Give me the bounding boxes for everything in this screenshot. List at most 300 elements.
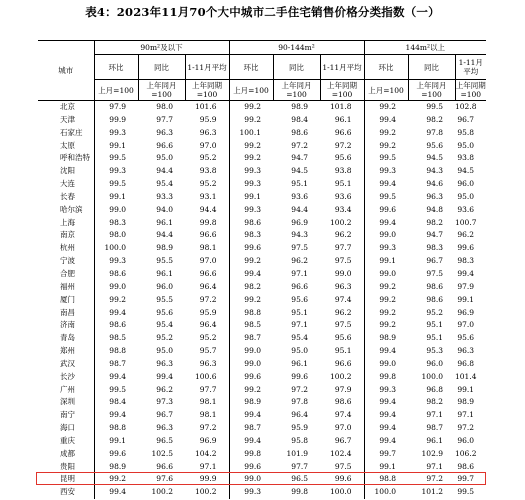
index-value-cell: 99.4 xyxy=(379,397,397,407)
city-cell: 合肥 xyxy=(38,268,94,281)
index-value-cell: 97.8 xyxy=(426,127,444,137)
index-value-cell: 95.2 xyxy=(426,307,444,317)
index-value-cell: 99.6 xyxy=(291,371,308,381)
index-value-cell: 100.0 xyxy=(320,486,364,499)
index-value-cell: 106.2 xyxy=(455,448,477,458)
table-row xyxy=(38,448,486,461)
index-value-cell: 94.4 xyxy=(156,166,173,176)
index-value-cell: 97.2 xyxy=(320,140,364,153)
index-value-cell: 96.3 xyxy=(457,346,475,356)
index-value-cell: 96.2 xyxy=(291,256,308,266)
index-value-cell: 96.6 xyxy=(156,140,173,150)
index-value-cell: 100.2 xyxy=(320,217,364,230)
index-value-cell: 98.8 xyxy=(109,423,126,433)
index-value-cell: 99.7 xyxy=(379,448,397,458)
index-value-cell: 95.8 xyxy=(457,127,475,137)
index-value-cell: 97.0 xyxy=(320,422,364,435)
index-value-cell: 98.6 xyxy=(426,294,444,304)
index-value-cell: 98.4 xyxy=(109,397,126,407)
table-row xyxy=(38,152,486,165)
index-value-cell: 98.6 xyxy=(457,461,475,471)
index-value-cell: 96.2 xyxy=(320,307,364,320)
index-value-cell: 99.1 xyxy=(109,435,126,445)
index-value-cell: 96.4 xyxy=(185,281,229,294)
index-value-cell: 96.1 xyxy=(320,114,364,127)
index-value-cell: 98.9 xyxy=(109,461,126,471)
index-value-cell: 95.2 xyxy=(185,332,229,345)
index-value-cell: 100.2 xyxy=(320,371,364,384)
base-header-avg: 上年同期=100 xyxy=(185,80,229,101)
index-value-cell: 95.6 xyxy=(320,332,364,345)
index-value-cell: 99.0 xyxy=(244,358,261,368)
index-value-cell: 99.2 xyxy=(109,294,126,304)
city-cell: 福州 xyxy=(38,281,94,294)
base-header-mom: 上月=100 xyxy=(229,80,273,101)
index-value-cell: 96.3 xyxy=(185,358,229,371)
index-value-cell: 98.8 xyxy=(109,346,126,356)
table-row xyxy=(38,127,486,140)
index-value-cell: 99.9 xyxy=(185,473,229,486)
index-value-cell: 97.5 xyxy=(320,461,364,474)
index-value-cell: 99.0 xyxy=(379,268,397,278)
index-value-cell: 93.8 xyxy=(185,165,229,178)
index-value-cell: 100.2 xyxy=(185,486,229,499)
index-value-cell: 98.1 xyxy=(185,396,229,409)
index-value-cell: 95.0 xyxy=(457,140,475,150)
index-value-cell: 98.2 xyxy=(426,217,444,227)
index-value-cell: 93.8 xyxy=(320,165,364,178)
table-row xyxy=(38,242,486,255)
index-value-cell: 99.5 xyxy=(379,191,397,201)
index-value-cell: 96.8 xyxy=(426,384,444,394)
table-row xyxy=(38,101,486,114)
index-value-cell: 98.9 xyxy=(457,397,475,407)
index-value-cell: 98.8 xyxy=(379,474,397,484)
index-value-cell: 99.4 xyxy=(244,268,261,278)
index-value-cell: 93.6 xyxy=(291,191,308,201)
index-value-cell: 94.4 xyxy=(291,204,308,214)
index-value-cell: 95.4 xyxy=(156,179,173,189)
city-cell: 济南 xyxy=(38,319,94,332)
index-value-cell: 95.1 xyxy=(320,345,364,358)
index-value-cell: 96.9 xyxy=(457,307,475,317)
index-value-cell: 99.2 xyxy=(244,153,261,163)
table-row xyxy=(38,435,486,448)
city-cell: 郑州 xyxy=(38,345,94,358)
index-value-cell: 95.1 xyxy=(320,178,364,191)
index-value-cell: 95.8 xyxy=(291,435,308,445)
index-value-cell: 93.1 xyxy=(185,191,229,204)
index-value-cell: 95.7 xyxy=(185,345,229,358)
index-value-cell: 93.4 xyxy=(320,204,364,217)
index-value-cell: 99.4 xyxy=(379,423,397,433)
index-value-cell: 99.2 xyxy=(379,320,397,330)
index-value-cell: 99.5 xyxy=(379,153,397,163)
index-value-cell: 98.5 xyxy=(109,333,126,343)
index-value-cell: 95.5 xyxy=(156,256,173,266)
index-value-cell: 99.4 xyxy=(109,487,126,497)
index-value-cell: 99.2 xyxy=(244,102,261,111)
index-value-cell: 96.6 xyxy=(320,358,364,371)
index-value-cell: 97.2 xyxy=(185,422,229,435)
index-value-cell: 98.9 xyxy=(291,102,308,111)
index-value-cell: 98.2 xyxy=(426,397,444,407)
index-value-cell: 99.6 xyxy=(320,473,364,486)
sub-header-avg: 1-11月平均 xyxy=(320,55,364,80)
index-value-cell: 98.8 xyxy=(244,307,261,317)
index-value-cell: 94.4 xyxy=(185,204,229,217)
index-value-cell: 99.3 xyxy=(244,204,261,214)
index-value-cell: 93.6 xyxy=(457,204,475,214)
index-value-cell: 97.5 xyxy=(320,319,364,332)
index-value-cell: 99.2 xyxy=(379,102,397,111)
index-value-cell: 97.8 xyxy=(291,397,308,407)
base-header-yoy: 上年同月=100 xyxy=(138,80,185,101)
table-row xyxy=(38,319,486,332)
base-header-avg: 上年同期=100 xyxy=(455,81,486,99)
index-value-cell: 99.0 xyxy=(379,358,397,368)
city-cell: 太原 xyxy=(38,140,94,153)
table-row xyxy=(38,217,486,230)
index-value-cell: 97.2 xyxy=(291,140,308,150)
index-value-cell: 102.5 xyxy=(151,448,173,458)
index-value-cell: 96.6 xyxy=(185,229,229,242)
index-value-cell: 95.0 xyxy=(291,346,308,356)
city-cell: 广州 xyxy=(38,384,94,397)
sub-header-avg: 1-11月平均 xyxy=(455,55,486,80)
city-cell: 呼和浩特 xyxy=(38,152,94,165)
index-value-cell: 104.2 xyxy=(185,448,229,461)
index-value-cell: 94.0 xyxy=(156,204,173,214)
index-value-cell: 96.5 xyxy=(291,474,308,484)
group-header-large: 144m²以上 xyxy=(364,41,486,55)
table-row xyxy=(38,255,486,268)
index-value-cell: 99.4 xyxy=(109,307,126,317)
city-cell: 南京 xyxy=(38,229,94,242)
index-value-cell: 97.5 xyxy=(320,255,364,268)
index-value-cell: 99.1 xyxy=(379,461,397,471)
index-value-cell: 95.6 xyxy=(426,140,444,150)
index-value-cell: 97.9 xyxy=(109,102,126,111)
index-value-cell: 102.4 xyxy=(320,448,364,461)
index-value-cell: 98.2 xyxy=(426,114,444,124)
table-row xyxy=(38,204,486,217)
city-cell: 成都 xyxy=(38,448,94,461)
index-value-cell: 99.1 xyxy=(457,294,475,304)
index-value-cell: 98.7 xyxy=(109,358,126,368)
index-value-cell: 97.3 xyxy=(156,397,173,407)
index-value-cell: 98.5 xyxy=(244,320,261,330)
index-value-cell: 95.0 xyxy=(156,153,173,163)
index-value-cell: 97.4 xyxy=(320,409,364,422)
index-value-cell: 97.2 xyxy=(426,474,444,484)
index-value-cell: 102.9 xyxy=(421,448,444,458)
index-value-cell: 99.2 xyxy=(244,114,261,124)
index-value-cell: 96.7 xyxy=(457,114,475,124)
city-cell: 南昌 xyxy=(38,307,94,320)
city-cell: 宁波 xyxy=(38,255,94,268)
index-value-cell: 99.2 xyxy=(244,294,261,304)
index-value-cell: 96.1 xyxy=(291,358,308,368)
index-value-cell: 98.7 xyxy=(244,333,261,343)
index-value-cell: 98.3 xyxy=(426,243,444,253)
index-value-cell: 94.3 xyxy=(291,230,308,240)
table-row xyxy=(38,473,486,486)
index-value-cell: 101.4 xyxy=(455,371,477,381)
index-value-cell: 99.3 xyxy=(379,166,397,176)
index-value-cell: 95.0 xyxy=(457,191,475,201)
table-row xyxy=(38,371,486,384)
sub-header-mom: 环比 xyxy=(364,55,408,80)
index-value-cell: 96.6 xyxy=(185,268,229,281)
index-value-cell: 97.1 xyxy=(291,268,308,278)
index-value-cell: 96.3 xyxy=(320,281,364,294)
index-value-cell: 96.2 xyxy=(457,230,475,240)
index-value-cell: 97.9 xyxy=(320,384,364,397)
index-value-cell: 95.1 xyxy=(426,320,444,330)
index-value-cell: 98.0 xyxy=(156,102,173,111)
index-value-cell: 99.7 xyxy=(457,474,475,484)
index-value-cell: 95.9 xyxy=(185,114,229,127)
index-value-cell: 98.9 xyxy=(379,333,397,343)
index-value-cell: 94.5 xyxy=(291,166,308,176)
index-value-cell: 100.6 xyxy=(185,371,229,384)
table-title: 表4：2023年11月70个大中城市二手住宅销售价格分类指数（一） xyxy=(85,5,440,19)
table-row xyxy=(38,140,486,153)
index-value-cell: 96.3 xyxy=(185,127,229,140)
index-value-cell: 100.0 xyxy=(374,487,397,497)
index-value-cell: 96.0 xyxy=(156,281,173,291)
city-cell: 深圳 xyxy=(38,396,94,409)
city-cell: 重庆 xyxy=(38,435,94,448)
city-cell: 南宁 xyxy=(38,409,94,422)
index-value-cell: 100.7 xyxy=(455,217,477,227)
index-value-cell: 100.1 xyxy=(239,127,261,137)
index-value-cell: 96.0 xyxy=(457,179,475,189)
index-value-cell: 97.1 xyxy=(185,461,229,474)
index-value-cell: 94.7 xyxy=(291,153,308,163)
index-value-cell: 100.0 xyxy=(104,243,126,253)
index-value-cell: 98.6 xyxy=(244,217,261,227)
index-value-cell: 98.0 xyxy=(109,230,126,240)
base-header-yoy: 上年同月=100 xyxy=(408,80,455,101)
index-value-cell: 97.0 xyxy=(457,320,475,330)
index-value-cell: 99.4 xyxy=(379,179,397,189)
index-value-cell: 99.1 xyxy=(457,384,475,394)
index-value-cell: 96.2 xyxy=(320,229,364,242)
index-value-cell: 97.7 xyxy=(320,242,364,255)
index-value-cell: 94.5 xyxy=(457,166,475,176)
index-value-cell: 99.3 xyxy=(244,179,261,189)
index-value-cell: 98.9 xyxy=(156,243,173,253)
index-value-cell: 96.6 xyxy=(156,461,173,471)
city-cell: 北京 xyxy=(38,101,94,114)
index-value-cell: 97.4 xyxy=(320,294,364,307)
index-value-cell: 99.9 xyxy=(109,114,126,124)
city-cell: 天津 xyxy=(38,114,94,127)
index-value-cell: 96.7 xyxy=(156,410,173,420)
city-cell: 西安 xyxy=(38,486,94,499)
index-value-cell: 98.6 xyxy=(426,281,444,291)
index-value-cell: 96.7 xyxy=(426,256,444,266)
index-value-cell: 99.4 xyxy=(109,371,126,381)
table-row xyxy=(38,332,486,345)
index-value-cell: 99.4 xyxy=(244,410,261,420)
index-value-cell: 97.6 xyxy=(156,474,173,484)
index-value-cell: 97.2 xyxy=(185,294,229,307)
sub-header-avg: 1-11月平均 xyxy=(185,55,229,80)
table-row xyxy=(38,358,486,371)
index-value-cell: 99.1 xyxy=(244,191,261,201)
index-value-cell: 101.6 xyxy=(185,101,229,114)
index-value-cell: 97.9 xyxy=(457,281,475,291)
index-value-cell: 99.6 xyxy=(109,448,126,458)
index-value-cell: 96.1 xyxy=(156,268,173,278)
index-value-cell: 97.1 xyxy=(426,461,444,471)
index-value-cell: 99.6 xyxy=(379,204,397,214)
index-value-cell: 93.3 xyxy=(156,191,173,201)
index-value-cell: 98.9 xyxy=(244,397,261,407)
index-value-cell: 99.4 xyxy=(457,268,475,278)
table-row xyxy=(38,178,486,191)
index-value-cell: 94.8 xyxy=(426,204,444,214)
index-value-cell: 99.1 xyxy=(109,140,126,150)
index-value-cell: 102.8 xyxy=(455,102,477,111)
index-value-cell: 99.8 xyxy=(291,487,308,497)
index-value-cell: 96.5 xyxy=(156,435,173,445)
table-row xyxy=(38,268,486,281)
index-value-cell: 98.4 xyxy=(291,114,308,124)
index-value-cell: 94.6 xyxy=(426,179,444,189)
index-value-cell: 99.2 xyxy=(244,256,261,266)
index-value-cell: 97.1 xyxy=(457,410,475,420)
table-row xyxy=(38,345,486,358)
index-value-cell: 95.6 xyxy=(320,152,364,165)
index-value-cell: 97.7 xyxy=(291,461,308,471)
index-value-cell: 95.9 xyxy=(185,307,229,320)
city-cell: 杭州 xyxy=(38,242,94,255)
index-value-cell: 99.6 xyxy=(244,371,261,381)
table-row xyxy=(38,422,486,435)
table-row xyxy=(38,409,486,422)
table-body xyxy=(38,101,486,500)
index-value-cell: 94.5 xyxy=(426,153,444,163)
index-value-cell: 97.7 xyxy=(156,114,173,124)
city-cell: 沈阳 xyxy=(38,165,94,178)
group-header-small: 90m²及以下 xyxy=(94,41,229,55)
table-row xyxy=(38,307,486,320)
index-value-cell: 96.4 xyxy=(185,319,229,332)
index-value-cell: 96.9 xyxy=(291,217,308,227)
index-value-cell: 96.4 xyxy=(291,410,308,420)
index-value-cell: 95.6 xyxy=(156,307,173,317)
sub-header-yoy: 同比 xyxy=(273,55,320,80)
index-value-cell: 98.7 xyxy=(426,423,444,433)
index-value-cell: 95.2 xyxy=(156,333,173,343)
index-value-cell: 99.2 xyxy=(244,140,261,150)
index-value-cell: 99.4 xyxy=(379,217,397,227)
sub-header-mom: 环比 xyxy=(94,55,138,80)
index-value-cell: 99.1 xyxy=(379,256,397,266)
city-column-header: 城市 xyxy=(38,41,94,101)
index-value-cell: 95.6 xyxy=(457,333,475,343)
sub-header-yoy: 同比 xyxy=(408,55,455,80)
city-cell: 哈尔滨 xyxy=(38,204,94,217)
index-value-cell: 99.2 xyxy=(379,307,397,317)
index-value-cell: 98.2 xyxy=(244,281,261,291)
table-row xyxy=(38,191,486,204)
index-value-cell: 94.7 xyxy=(426,230,444,240)
index-value-cell: 94.4 xyxy=(156,230,173,240)
index-value-cell: 99.2 xyxy=(379,127,397,137)
group-header-medium: 90-144m² xyxy=(229,41,364,55)
index-value-cell: 99.3 xyxy=(379,243,397,253)
index-value-cell: 98.6 xyxy=(291,127,308,137)
base-header-mom: 上月=100 xyxy=(94,80,138,101)
index-value-cell: 99.0 xyxy=(320,268,364,281)
index-value-cell: 99.5 xyxy=(109,153,126,163)
index-value-cell: 95.3 xyxy=(426,346,444,356)
index-value-cell: 97.2 xyxy=(291,384,308,394)
index-value-cell: 96.0 xyxy=(457,435,475,445)
index-value-cell: 98.3 xyxy=(457,256,475,266)
city-cell: 海口 xyxy=(38,422,94,435)
index-value-cell: 97.1 xyxy=(291,320,308,330)
index-value-cell: 99.3 xyxy=(244,166,261,176)
index-value-cell: 95.2 xyxy=(185,178,229,191)
index-value-cell: 99.5 xyxy=(457,487,475,497)
index-value-cell: 99.5 xyxy=(426,102,444,111)
table-row xyxy=(38,384,486,397)
index-value-cell: 95.4 xyxy=(156,320,173,330)
index-value-cell: 99.3 xyxy=(109,127,126,137)
index-value-cell: 96.7 xyxy=(320,435,364,448)
city-cell: 贵阳 xyxy=(38,461,94,474)
index-value-cell: 97.0 xyxy=(185,255,229,268)
table-row xyxy=(38,461,486,474)
index-value-cell: 95.6 xyxy=(291,294,308,304)
index-value-cell: 94.3 xyxy=(426,166,444,176)
index-value-cell: 99.5 xyxy=(109,384,126,394)
index-value-cell: 98.6 xyxy=(320,396,364,409)
index-value-cell: 98.6 xyxy=(109,320,126,330)
index-value-cell: 99.4 xyxy=(156,371,173,381)
city-cell: 石家庄 xyxy=(38,127,94,140)
table-row xyxy=(38,396,486,409)
index-value-cell: 99.4 xyxy=(244,435,261,445)
index-value-cell: 99.2 xyxy=(379,294,397,304)
index-value-cell: 99.8 xyxy=(379,371,397,381)
index-value-cell: 96.0 xyxy=(426,358,444,368)
city-cell: 厦门 xyxy=(38,294,94,307)
table-row xyxy=(38,165,486,178)
base-header-mom: 上月=100 xyxy=(364,80,408,101)
index-value-cell: 99.2 xyxy=(379,281,397,291)
index-value-cell: 98.7 xyxy=(244,423,261,433)
index-value-cell: 99.8 xyxy=(185,217,229,230)
index-value-cell: 98.1 xyxy=(185,242,229,255)
index-value-cell: 95.1 xyxy=(426,333,444,343)
index-value-cell: 99.0 xyxy=(244,474,261,484)
index-value-cell: 95.0 xyxy=(156,346,173,356)
index-value-cell: 99.3 xyxy=(109,166,126,176)
index-value-cell: 99.6 xyxy=(244,243,261,253)
index-value-cell: 99.0 xyxy=(379,230,397,240)
index-value-cell: 96.3 xyxy=(156,423,173,433)
index-value-cell: 99.4 xyxy=(379,114,397,124)
index-value-cell: 97.1 xyxy=(426,410,444,420)
index-value-cell: 98.3 xyxy=(244,230,261,240)
